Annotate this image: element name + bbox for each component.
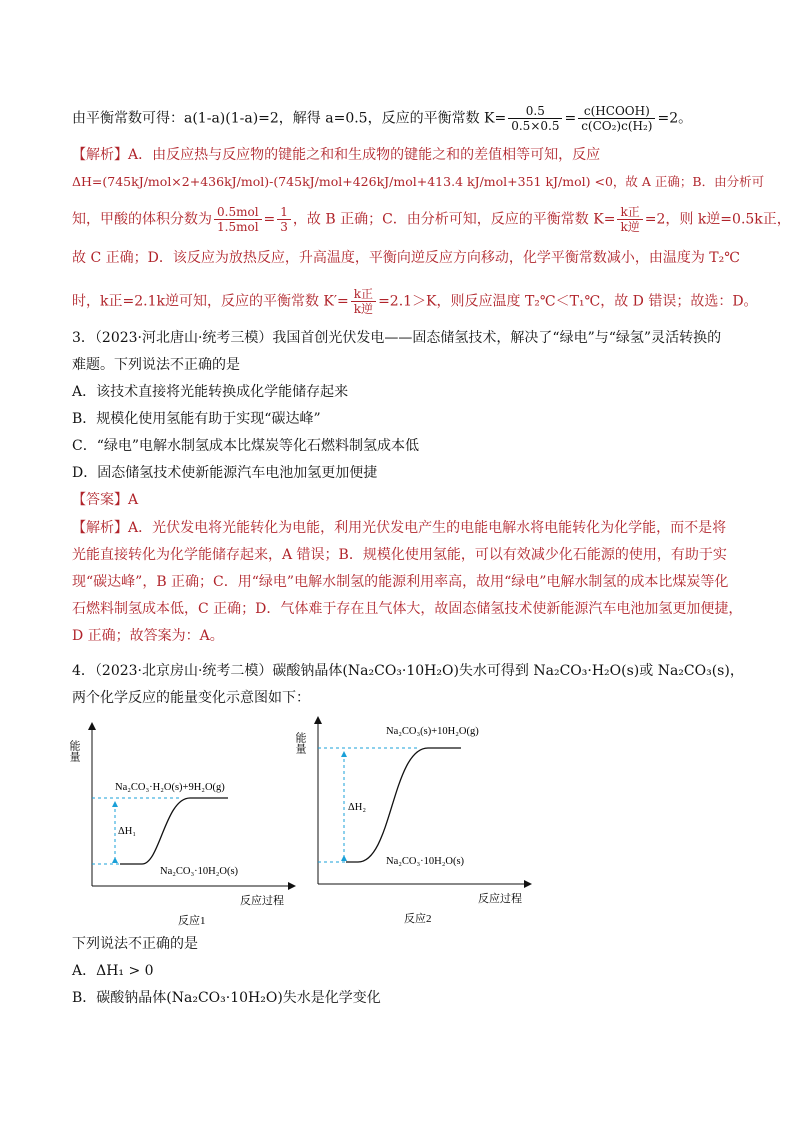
fraction-k-expression: $\frac{\text{c(HCOOH)}}{\text{c(CO₂)c(H₂)}}$ xyxy=(578,104,655,133)
q3-option-d: D．固态储氢技术使新能源汽车电池加氢更加便捷 xyxy=(72,465,378,481)
q3-option-a: A．该技术直接将光能转换成化学能储存起来 xyxy=(72,384,349,400)
q3-analysis-line-3: 现“碳达峰”，B 正确；C．用“绿电”电解水制氢的能源利用率高，故用“绿电”电解水制氢的成本比煤炭等化 xyxy=(72,574,729,590)
q4-option-b: B．碳酸钠晶体(Na₂CO₃·10H₂O)失水是化学变化 xyxy=(72,990,381,1006)
figure-caption: 反应2 xyxy=(404,913,432,925)
q4-stem-line-1: 4．（2023·北京房山·统考二模）碳酸钠晶体(Na₂CO₃·10H₂O)失水可得到 Na₂CO₃·H₂O(s)或 Na₂CO₃(s)， xyxy=(72,663,744,679)
equation-suffix: =2。 xyxy=(657,110,693,127)
lower-species-label: Na₂CO₃·10H₂O(s) xyxy=(160,866,239,877)
q3-analysis-line-1: 【解析】A．光伏发电将光能转化为电能，利用光伏发电产生的电能电解水将电能转化为化学能，而不是将 xyxy=(72,520,727,536)
x-axis-label: 反应过程 xyxy=(240,895,284,907)
q2-analysis-line-5: 时，k正=2.1k逆可知，反应的平衡常数 K′= $\frac{\text{k正}}{\text{k逆}}$ =2.1＞K，则反应温度 T₂℃＜T₁℃，故 D 错误；故选：D。 xyxy=(72,287,758,316)
q3-stem-line-1: 3．（2023·河北唐山·统考三模）我国首创光伏发电——固态储氢技术，解决了“绿电”与“绿氢”灵活转换的 xyxy=(72,330,722,346)
y-axis-label: 能量 xyxy=(68,740,80,762)
q3-option-c: C．“绿电”电解水制氢成本比煤炭等化石燃料制氢成本低 xyxy=(72,438,420,454)
equation-prefix: 由平衡常数可得：a(1-a)(1-a)=2，解得 a=0.5，反应的平衡常数 K= xyxy=(72,110,507,127)
fraction-k-ratio: $\frac{\text{k正}}{\text{k逆}}$ xyxy=(617,205,642,234)
q4-prompt: 下列说法不正确的是 xyxy=(72,936,198,952)
q4-option-a: A．ΔH₁ > 0 xyxy=(72,963,154,979)
fraction-k-prime: $\frac{\text{k正}}{\text{k逆}}$ xyxy=(351,287,376,316)
q2-analysis-line-2: ΔH=(745kJ/mol×2+436kJ/mol)-(745kJ/mol+426kJ/mol+413.4 kJ/mol+351 kJ/mol) <0，故 A 正确；B．由分析可 xyxy=(72,174,765,189)
analysis-tag: 【解析】 xyxy=(72,520,128,536)
q3-option-b: B．规模化使用氢能有助于实现“碳达峰” xyxy=(72,411,321,427)
q3-analysis-line-5: D 正确；故答案为：A。 xyxy=(72,628,224,644)
lower-species-label: Na₂CO₃·10H₂O(s) xyxy=(386,856,465,867)
q4-stem-line-2: 两个化学反应的能量变化示意图如下： xyxy=(72,690,310,706)
energy-diagram-reaction-1 xyxy=(70,718,300,928)
answer-value: A xyxy=(128,492,139,508)
fraction-volume: $\frac{\text{0.5mol}}{\text{1.5mol}}$ xyxy=(214,205,262,234)
fraction-one-third: $\frac{1}{3}$ xyxy=(277,205,291,234)
fraction-k-value: $\frac{0.5}{0.5\times 0.5}$ xyxy=(508,104,562,133)
x-axis-label: 反应过程 xyxy=(478,893,522,905)
delta-h2-label: ΔH₂ xyxy=(348,802,366,813)
energy-curve xyxy=(120,798,228,864)
answer-tag: 【答案】 xyxy=(72,492,128,508)
q3-analysis-line-4: 石燃料制氢成本低，C 正确；D．气体难于存在且气体大，故固态储氢技术使新能源汽车电池加氢更加便捷， xyxy=(72,601,743,617)
equilibrium-equation-line: 由平衡常数可得：a(1-a)(1-a)=2，解得 a=0.5，反应的平衡常数 K= $\frac{0.5}{0.5\times 0.5}$ = $\frac{\text{c(HCOOH)}}{\text{c(CO₂)c(H₂)}}$ =2。 xyxy=(72,104,693,133)
q3-stem-line-2: 难题。下列说法不正确的是 xyxy=(72,357,240,373)
q2-analysis-line-3: 知，甲酸的体积分数为 $\frac{\text{0.5mol}}{\text{1.5mol}}$ = $\frac{1}{3}$ ，故 B 正确；C．由分析可知，反应的平衡常数 K= $\frac{\text{k正}}{\text{k逆}}$ =2，则 k逆=0.5k正， xyxy=(72,205,791,234)
y-axis-label: 能量 xyxy=(294,732,306,754)
delta-h1-label: ΔH₁ xyxy=(118,826,136,837)
upper-species-label: Na₂CO₃·H₂O(s)+9H₂O(g) xyxy=(115,782,225,793)
figure-caption: 反应1 xyxy=(178,915,206,927)
energy-diagram-reaction-2 xyxy=(296,712,536,928)
upper-species-label: Na₂CO₃(s)+10H₂O(g) xyxy=(386,726,479,737)
q3-answer xyxy=(72,490,138,510)
analysis-tag: 【解析】 xyxy=(72,147,128,163)
q3-analysis-line-2: 光能直接转化为化学能储存起来，A 错误；B．规模化使用氢能，可以有效减少化石能源的使用，有助于实 xyxy=(72,547,727,563)
q2-analysis-line-4: 故 C 正确；D．该反应为放热反应，升高温度，平衡向逆反应方向移动，化学平衡常数减小，由温度为 T₂℃ xyxy=(72,250,740,266)
q2-analysis-line-1: 【解析】A．由反应热与反应物的键能之和和生成物的键能之和的差值相等可知，反应 xyxy=(72,147,601,163)
